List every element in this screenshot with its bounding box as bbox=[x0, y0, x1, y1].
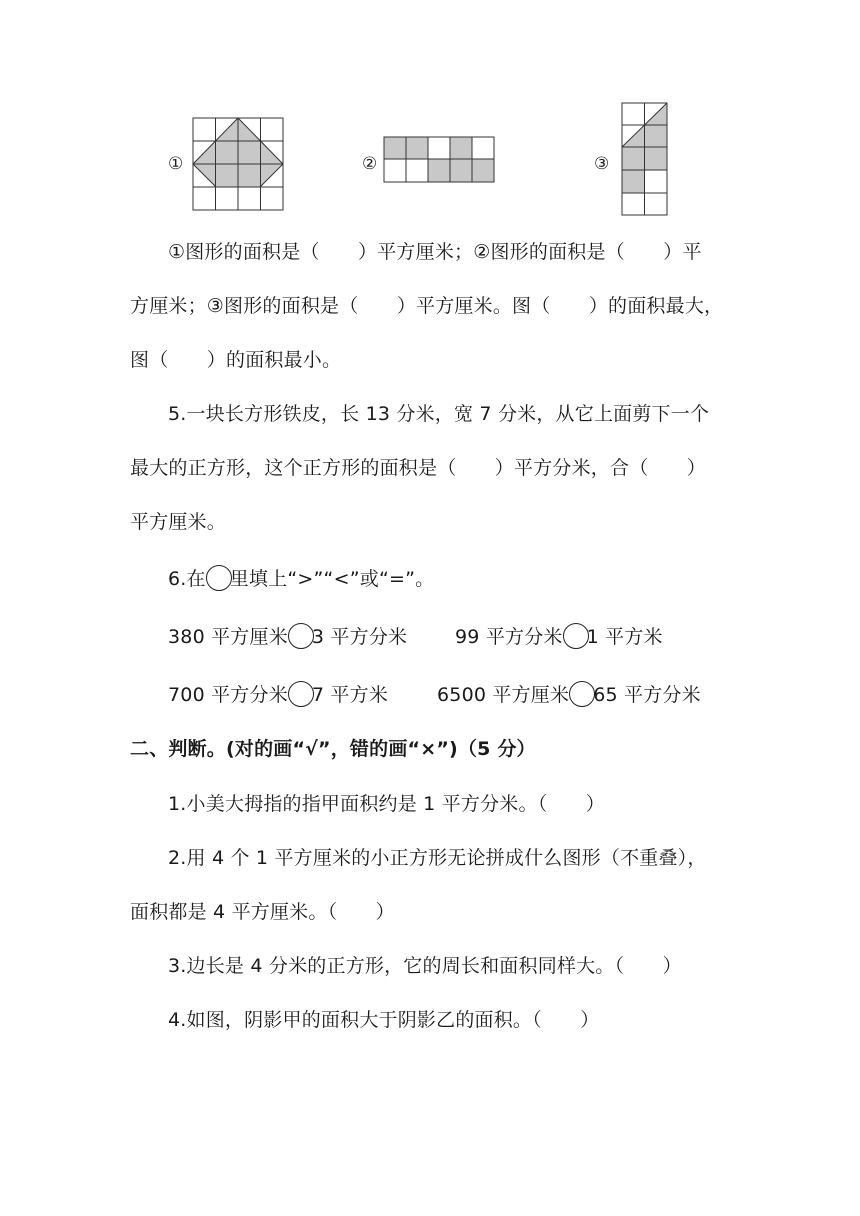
q4-line-1: ①图形的面积是（ ）平方厘米；②图形的面积是（ ）平 bbox=[168, 241, 702, 263]
judge-q2-line-2: 面积都是 4 平方厘米。（ ） bbox=[130, 901, 395, 923]
q6-item-3-right: 7 平方米 bbox=[311, 684, 389, 706]
figure-3-label: ③ bbox=[594, 154, 610, 174]
compare-circle-icon[interactable] bbox=[569, 681, 595, 707]
figure-2-label: ② bbox=[362, 154, 378, 174]
q6-item-2-left: 99 平方分米 bbox=[455, 626, 563, 648]
q4-line-2: 方厘米；③图形的面积是（ ）平方厘米。图（ ）的面积最大， bbox=[130, 295, 724, 317]
q6-item-4-left: 6500 平方厘米 bbox=[437, 684, 570, 706]
compare-circle-icon[interactable] bbox=[288, 623, 314, 649]
q4-line-3: 图（ ）的面积最小。 bbox=[130, 349, 342, 371]
q6-item-4 bbox=[437, 681, 701, 708]
compare-circle-icon[interactable] bbox=[288, 681, 314, 707]
q6-item-3 bbox=[168, 681, 388, 708]
section-2-heading: 二、判断。(对的画“√”，错的画“×”)（5 分） bbox=[130, 738, 536, 760]
q6-item-1-right: 3 平方分米 bbox=[311, 626, 408, 648]
q5-line-1: 5.一块长方形铁皮，长 13 分米，宽 7 分米，从它上面剪下一个 bbox=[168, 403, 710, 425]
blank-circle-icon bbox=[206, 565, 232, 591]
judge-q3: 3.边长是 4 分米的正方形，它的周长和面积同样大。（ ） bbox=[168, 955, 682, 977]
q6-intro-a: 6.在 bbox=[168, 568, 206, 590]
figure-2-grid bbox=[383, 136, 495, 183]
figure-3-grid bbox=[621, 102, 668, 216]
q5-line-2: 最大的正方形，这个正方形的面积是（ ）平方分米，合（ ） bbox=[130, 457, 707, 479]
q6-item-2 bbox=[455, 623, 663, 650]
figure-1-label: ① bbox=[168, 154, 184, 174]
judge-q4: 4.如图，阴影甲的面积大于阴影乙的面积。（ ） bbox=[168, 1009, 600, 1031]
judge-q1: 1.小美大拇指的指甲面积约是 1 平方分米。（ ） bbox=[168, 793, 605, 815]
compare-circle-icon[interactable] bbox=[563, 623, 589, 649]
q6-item-1 bbox=[168, 623, 407, 650]
judge-q2-line-1: 2.用 4 个 1 平方厘米的小正方形无论拼成什么图形（不重叠）， bbox=[168, 847, 707, 869]
q6-intro bbox=[168, 565, 434, 592]
q6-item-3-left: 700 平方分米 bbox=[168, 684, 288, 706]
figure-1-grid bbox=[192, 117, 284, 211]
q6-item-1-left: 380 平方厘米 bbox=[168, 626, 288, 648]
q6-intro-b: 里填上“>”“<”或“=”。 bbox=[229, 568, 435, 590]
q6-item-2-right: 1 平方米 bbox=[586, 626, 663, 648]
q6-item-4-right: 65 平方分米 bbox=[593, 684, 701, 706]
q5-line-3: 平方厘米。 bbox=[130, 511, 227, 533]
